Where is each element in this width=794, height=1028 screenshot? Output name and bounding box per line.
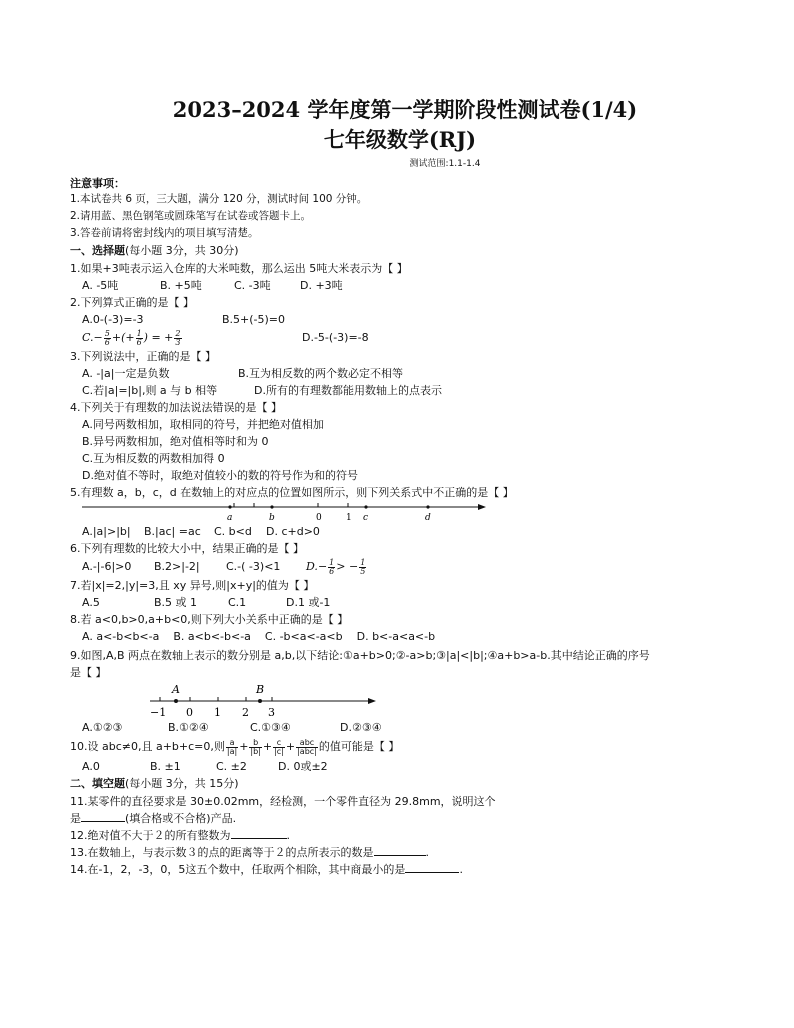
answer-blank[interactable] xyxy=(81,810,125,822)
question-9-stem: 9.如图,A,B 两点在数轴上表示的数分别是 a,b,以下结论:①a+b>0;②-a>b;③|a|<|b|;④a+b>a-b.其中结论正确的序号 xyxy=(70,649,650,662)
question-11-line1: 11.某零件的直径要求是 30±0.02mm，经检测，一个零件直径为 29.8mm，说明这个 xyxy=(70,795,496,808)
option-d[interactable]: D.绝对值不等时，取绝对值较小的数的符号作为和的符号 xyxy=(82,469,358,482)
option-b[interactable]: B.|ac| =ac xyxy=(144,525,201,538)
question-3-options xyxy=(70,382,730,399)
option-a[interactable]: A.同号两数相加，取相同的符号，并把绝对值相加 xyxy=(82,418,324,431)
tick-0: 0 xyxy=(186,706,193,719)
point-A xyxy=(174,699,178,703)
option-c[interactable]: C. b<d xyxy=(214,525,252,538)
notice-item: 2.请用蓝、黑色钢笔或圆珠笔写在试卷或答题卡上。 xyxy=(70,210,312,222)
tick-3: 3 xyxy=(268,706,275,719)
answer-blank[interactable] xyxy=(374,844,426,856)
option-d[interactable]: D.− $\frac{1}{6}$ > − $\frac{1}{5}$ xyxy=(306,557,366,576)
notice-heading: 注意事项： xyxy=(70,177,125,190)
option-b[interactable]: B.①②④ xyxy=(168,721,209,734)
question-11-line2: 是 (填合格或不合格)产品. xyxy=(70,812,237,825)
label-b: b xyxy=(269,513,275,523)
option-a[interactable]: A. -5吨 xyxy=(82,279,119,292)
tick-2: 2 xyxy=(242,706,249,719)
label-A: A xyxy=(172,683,180,696)
question-1-stem: 1.如果+3吨表示运入仓库的大米吨数，那么运出 5吨大米表示为【 】 xyxy=(70,262,408,275)
question-7-stem: 7.若|x|=2,|y|=3,且 xy 异号,则|x+y|的值为【 】 xyxy=(70,579,315,592)
option-b[interactable]: B.2>|-2| xyxy=(154,560,200,573)
question-4-stem: 4.下列关于有理数的加法说法错误的是【 】 xyxy=(70,401,282,414)
test-range: 测试范围:1.1-1.4 xyxy=(409,159,481,169)
question-14: 14.在-1，2，-3，0，5这五个数中，任取两个相除，其中商最小的是 . xyxy=(70,863,463,876)
option-a[interactable]: A.①②③ xyxy=(82,721,123,734)
question-9-options xyxy=(70,719,730,736)
exam-page xyxy=(70,96,730,878)
option-c[interactable]: C. ±2 xyxy=(216,760,247,773)
question-2-options xyxy=(70,328,730,348)
point-b xyxy=(270,505,273,508)
question-3-options xyxy=(70,365,730,382)
tick-1: 1 xyxy=(214,706,221,719)
option-a[interactable]: A.0 xyxy=(82,760,100,773)
question-1-options xyxy=(70,277,730,294)
notice-item: 1.本试卷共 6 页，三大题，满分 120 分，测试时间 100 分钟。 xyxy=(70,193,368,205)
tick-neg1: −1 xyxy=(150,706,167,719)
question-10-stem: 10.设 abc≠0,且 a+b+c=0,则 $\frac{a}{|a|}$ + $\frac{b}{|b|}$ + $\frac{c}{|c|}$ + $\frac{\text{abc}}{\text{|abc|}}$ 的值可能是【 】 xyxy=(70,737,400,756)
label-c: c xyxy=(363,513,369,523)
answer-blank[interactable] xyxy=(405,861,459,873)
option-d[interactable]: D. c+d>0 xyxy=(266,525,320,538)
option-d[interactable]: D.1 或-1 xyxy=(286,596,331,609)
label-B: B xyxy=(256,683,265,696)
option-c[interactable]: C. -3吨 xyxy=(234,279,271,292)
question-5-stem: 5.有理数 a，b，c，d 在数轴上的对应点的位置如图所示，则下列关系式中不正确的是【 】 xyxy=(70,486,514,499)
option-b[interactable]: B.异号两数相加，绝对值相等时和为 0 xyxy=(82,435,269,448)
question-2-stem: 2.下列算式正确的是【 】 xyxy=(70,296,194,309)
option-d[interactable]: D.所有的有理数都能用数轴上的点表示 xyxy=(254,384,442,397)
option-a[interactable]: A. -|a|一定是负数 xyxy=(82,367,170,380)
question-6-options xyxy=(70,557,730,577)
option-c[interactable]: C.①③④ xyxy=(250,721,291,734)
label-d: d xyxy=(425,513,431,523)
section-heading-fill: 二、填空题(每小题 3分，共 15分) xyxy=(70,777,239,790)
option-d[interactable]: D. 0或±2 xyxy=(278,760,328,773)
point-B xyxy=(258,699,262,703)
point-d xyxy=(426,505,429,508)
option-b[interactable]: B. +5吨 xyxy=(160,279,202,292)
option-c[interactable]: C.-( -3)<1 xyxy=(226,560,281,573)
point-c xyxy=(364,505,367,508)
question-9-stem-cont: 是【 】 xyxy=(70,666,107,679)
option-c[interactable]: C.1 xyxy=(228,596,247,609)
question-7-options xyxy=(70,594,730,611)
answer-blank[interactable] xyxy=(231,827,287,839)
option-a[interactable]: A.5 xyxy=(82,596,100,609)
option-a[interactable]: A.0-(-3)=-3 xyxy=(82,313,144,326)
question-6-stem: 6.下列有理数的比较大小中，结果正确的是【 】 xyxy=(70,542,304,555)
question-8-stem: 8.若 a<0,b>0,a+b<0,则下列大小关系中正确的是【 】 xyxy=(70,613,349,626)
question-3-stem: 3.下列说法中，正确的是【 】 xyxy=(70,350,216,363)
option-a[interactable]: A.-|-6|>0 xyxy=(82,560,132,573)
label-zero: 0 xyxy=(316,513,322,523)
label-one: 1 xyxy=(346,513,352,523)
option-c[interactable]: C.若|a|=|b|,则 a 与 b 相等 xyxy=(82,384,218,397)
exam-title: 2023–2024 学年度第一学期阶段性测试卷(1/4) xyxy=(172,97,638,122)
question-10-options xyxy=(70,758,730,775)
option-c[interactable]: C.互为相反数的两数相加得 0 xyxy=(82,452,225,465)
option-a[interactable]: A.|a|>|b| xyxy=(82,525,131,538)
option-b[interactable]: B.5+(-5)=0 xyxy=(222,313,286,326)
point-a xyxy=(228,505,231,508)
exam-subtitle: 七年级数学(RJ) xyxy=(323,127,477,152)
question-12: 12.绝对值不大于２的所有整数为 . xyxy=(70,829,290,842)
option-c[interactable]: C.− $\frac{5}{6}$ +(+ $\frac{1}{6}$ ) = + $\frac{2}{3}$ xyxy=(82,328,181,347)
option-b[interactable]: B. ±1 xyxy=(150,760,181,773)
label-a: a xyxy=(227,513,233,523)
question-5-options xyxy=(70,523,730,540)
option-d[interactable]: D.-5-(-3)=-8 xyxy=(302,331,369,344)
option-d[interactable]: D. +3吨 xyxy=(300,279,343,292)
notice-item: 3.答卷前请将密封线内的项目填写清楚。 xyxy=(70,227,259,239)
question-8-options[interactable]: A. a<-b<b<-a B. a<b<-b<-a C. -b<a<-a<b D. b<-a<a<-b xyxy=(82,630,436,643)
number-line-q5 xyxy=(82,501,502,523)
question-2-options xyxy=(70,311,730,328)
option-b[interactable]: B.5 或 1 xyxy=(154,596,198,609)
question-13: 13.在数轴上，与表示数３的点的距离等于２的点所表示的数是 . xyxy=(70,846,429,859)
option-d[interactable]: D.②③④ xyxy=(340,721,382,734)
number-line-q9 xyxy=(146,683,386,719)
option-b[interactable]: B.互为相反数的两个数必定不相等 xyxy=(238,367,404,380)
section-heading-choice: 一、选择题(每小题 3分，共 30分) xyxy=(70,244,239,257)
